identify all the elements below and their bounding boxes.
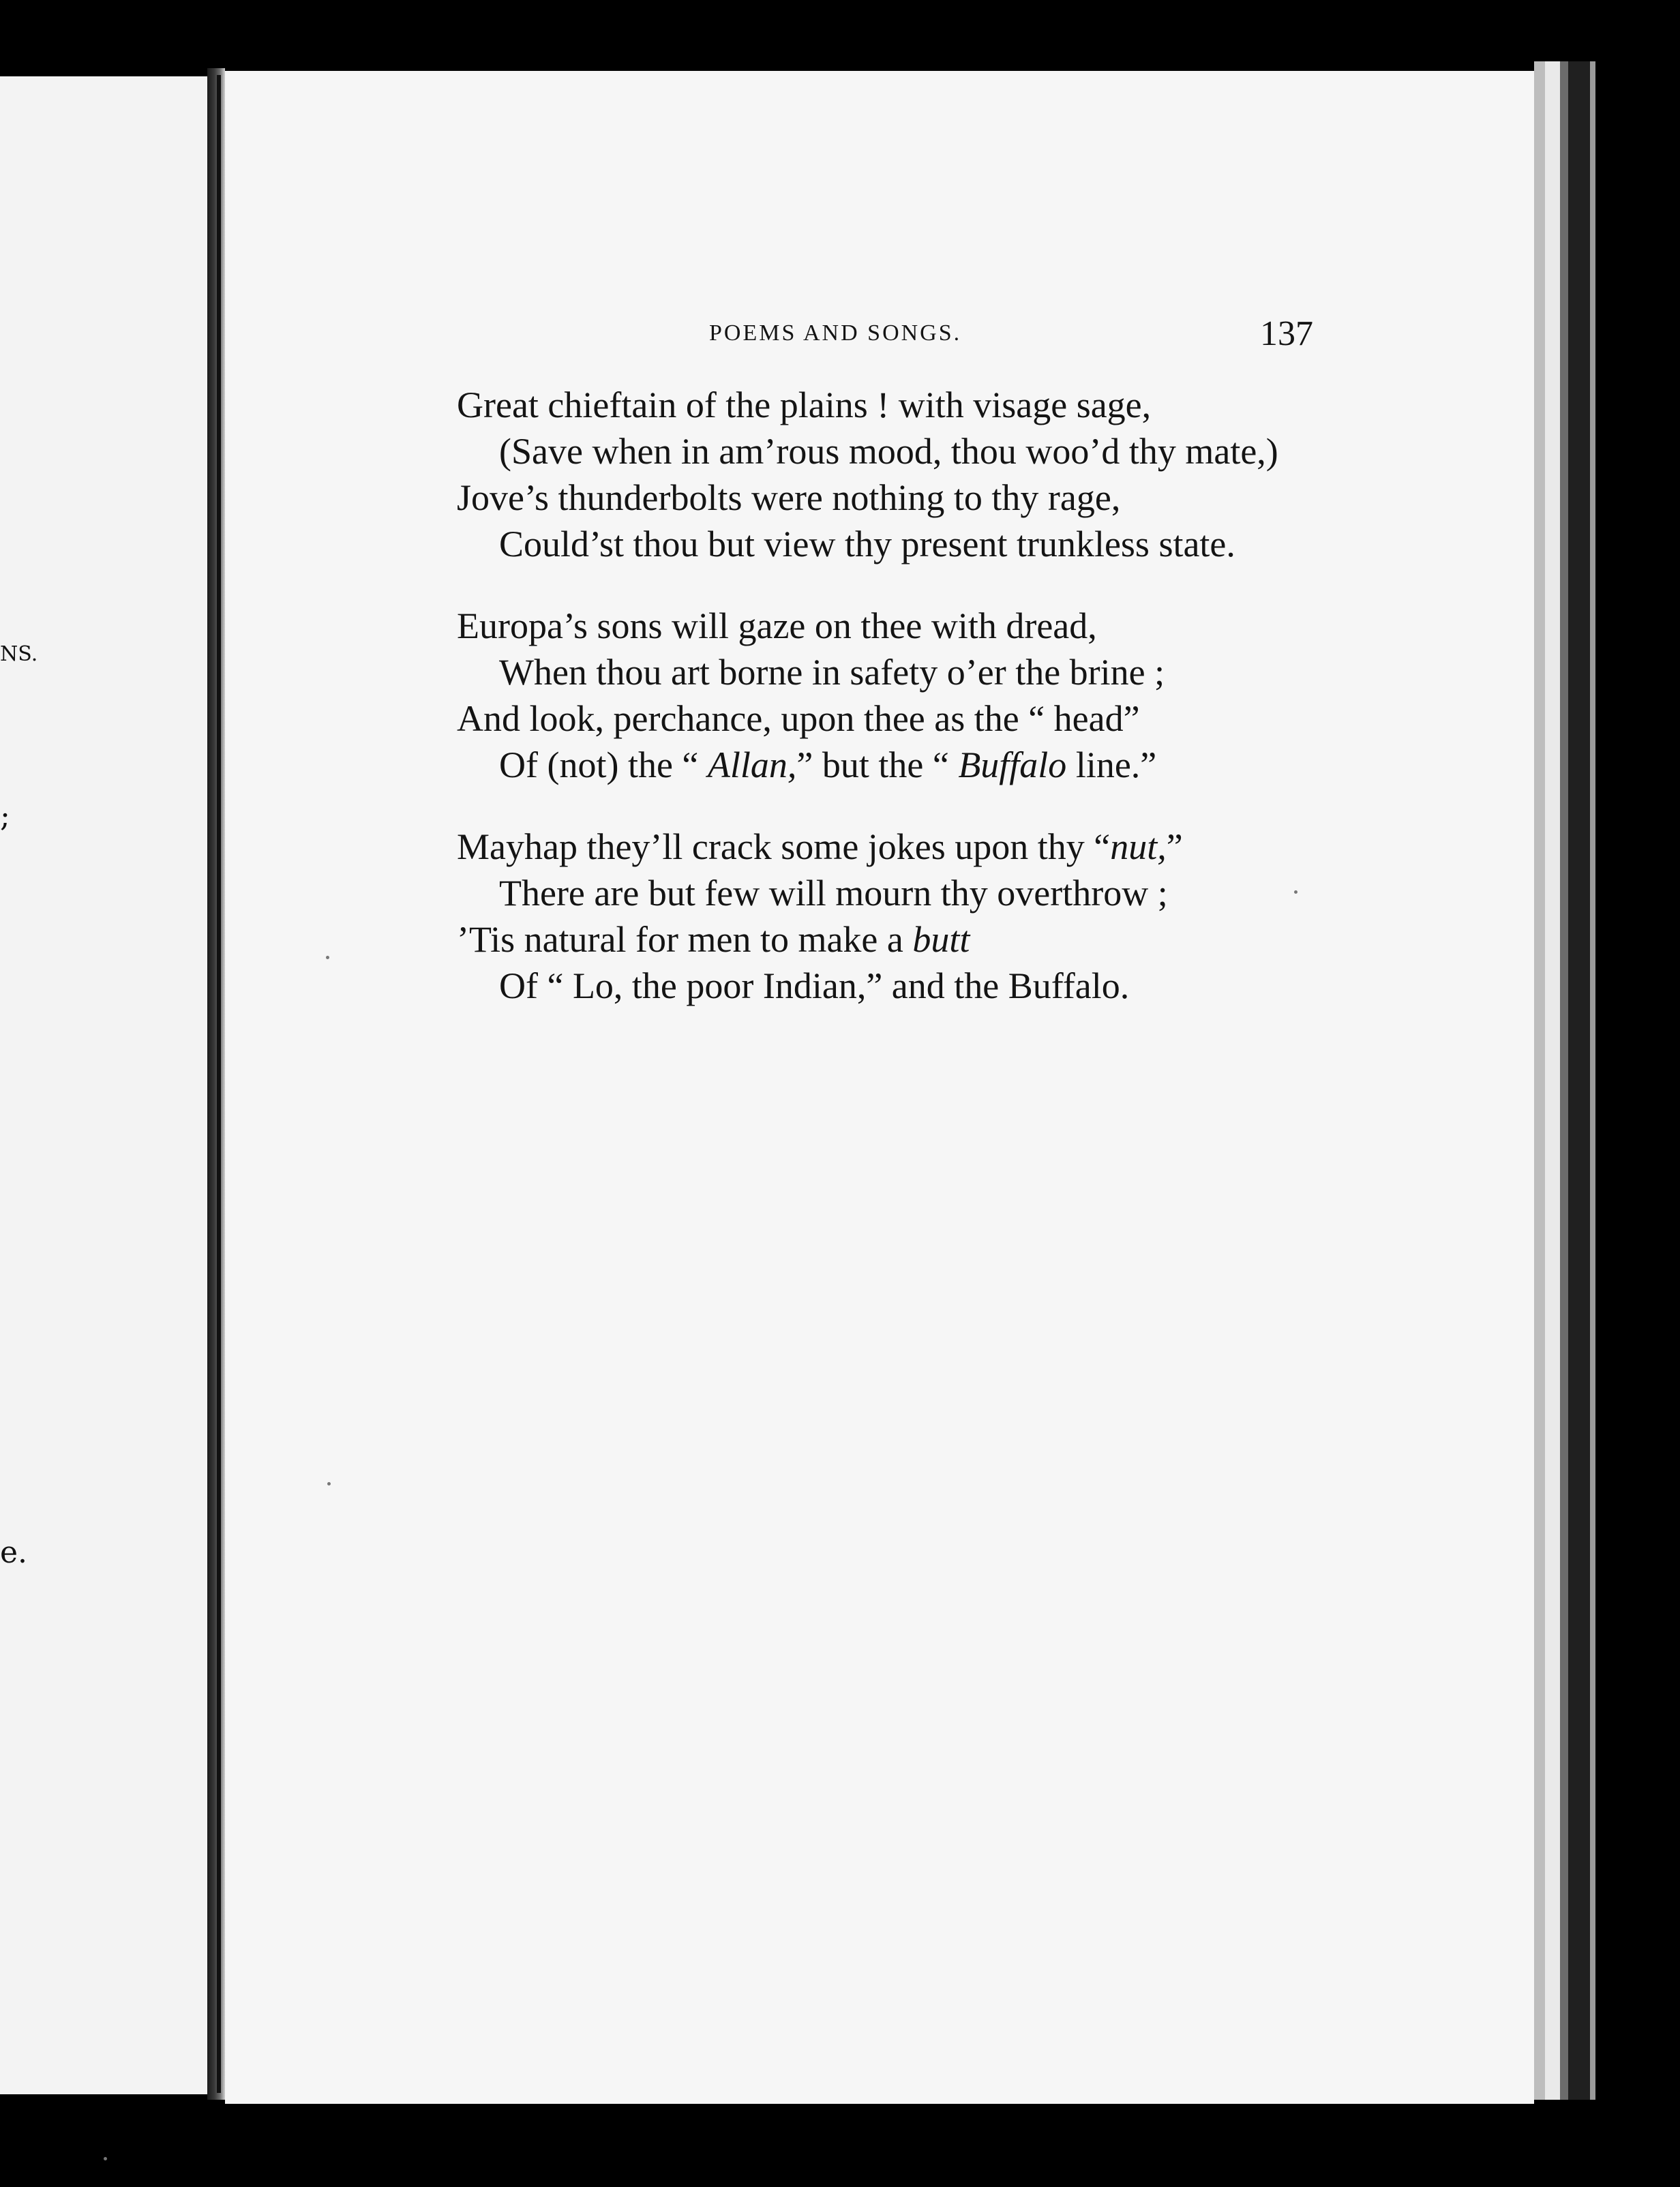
left-page-fragment: e. (0, 1535, 28, 1570)
italic-text: butt (912, 919, 970, 960)
line-text: Of (not) the “ (499, 744, 708, 785)
poem-line (457, 382, 1370, 428)
running-head: POEMS AND SONGS. (709, 320, 962, 346)
line-text: And look, perchance, upon thee as the “ head” (457, 698, 1140, 739)
right-page (225, 71, 1534, 2104)
poem-line (457, 474, 1370, 521)
book-gutter (207, 68, 225, 2100)
line-text: Europa’s sons will gaze on thee with dread, (457, 605, 1097, 646)
poem-line (457, 649, 1370, 695)
line-text: There are but few will mourn thy overthrow ; (499, 873, 1168, 914)
poem-body (457, 382, 1370, 1044)
page-edge-strip (1545, 61, 1560, 2100)
speck (1294, 890, 1298, 894)
stanza (457, 824, 1370, 1009)
page-edge-strip (1560, 61, 1568, 2100)
page-edge-strip (1568, 61, 1590, 2100)
stanza (457, 603, 1370, 788)
poem-line (457, 963, 1370, 1009)
speck (326, 956, 329, 959)
page-number: 137 (1260, 314, 1313, 353)
gutter-shadow-line (217, 75, 221, 2093)
poem-line (457, 695, 1370, 742)
line-text: Mayhap they’ll crack some jokes upon thy “ (457, 826, 1111, 867)
line-text: When thou art borne in safety o’er the brine ; (499, 652, 1165, 693)
line-text: Jove’s thunderbolts were nothing to thy rage, (457, 477, 1121, 518)
poem-line (457, 521, 1370, 567)
line-text: Could’st thou but view thy present trunkless state. (499, 524, 1235, 564)
left-page-fragment: ; (0, 799, 10, 834)
left-page-edge (0, 76, 207, 2094)
poem-line (457, 742, 1370, 788)
line-text: ” (1166, 826, 1183, 867)
poem-line (457, 603, 1370, 649)
poem-line (457, 916, 1370, 963)
line-text: (Save when in am’rous mood, thou woo’d thy mate,) (499, 431, 1278, 472)
speck (104, 2157, 107, 2160)
poem-line (457, 428, 1370, 474)
left-page-fragment: NS. (0, 642, 38, 666)
speck (327, 1482, 331, 1485)
page-edge-strip (1590, 61, 1595, 2100)
page-edge-strip (1534, 61, 1545, 2100)
line-text: Of “ Lo, the poor Indian,” and the Buffalo. (499, 965, 1130, 1006)
line-text: ’Tis natural for men to make a (457, 919, 913, 960)
poem-line (457, 824, 1370, 870)
line-text: ” but the “ (796, 744, 959, 785)
italic-text: Allan, (707, 744, 797, 785)
stanza (457, 382, 1370, 567)
line-text: line.” (1066, 744, 1157, 785)
line-text: Great chieftain of the plains ! with visage sage, (457, 384, 1152, 425)
poem-line (457, 870, 1370, 916)
italic-text: Buffalo (958, 744, 1067, 785)
italic-text: nut, (1110, 826, 1167, 867)
